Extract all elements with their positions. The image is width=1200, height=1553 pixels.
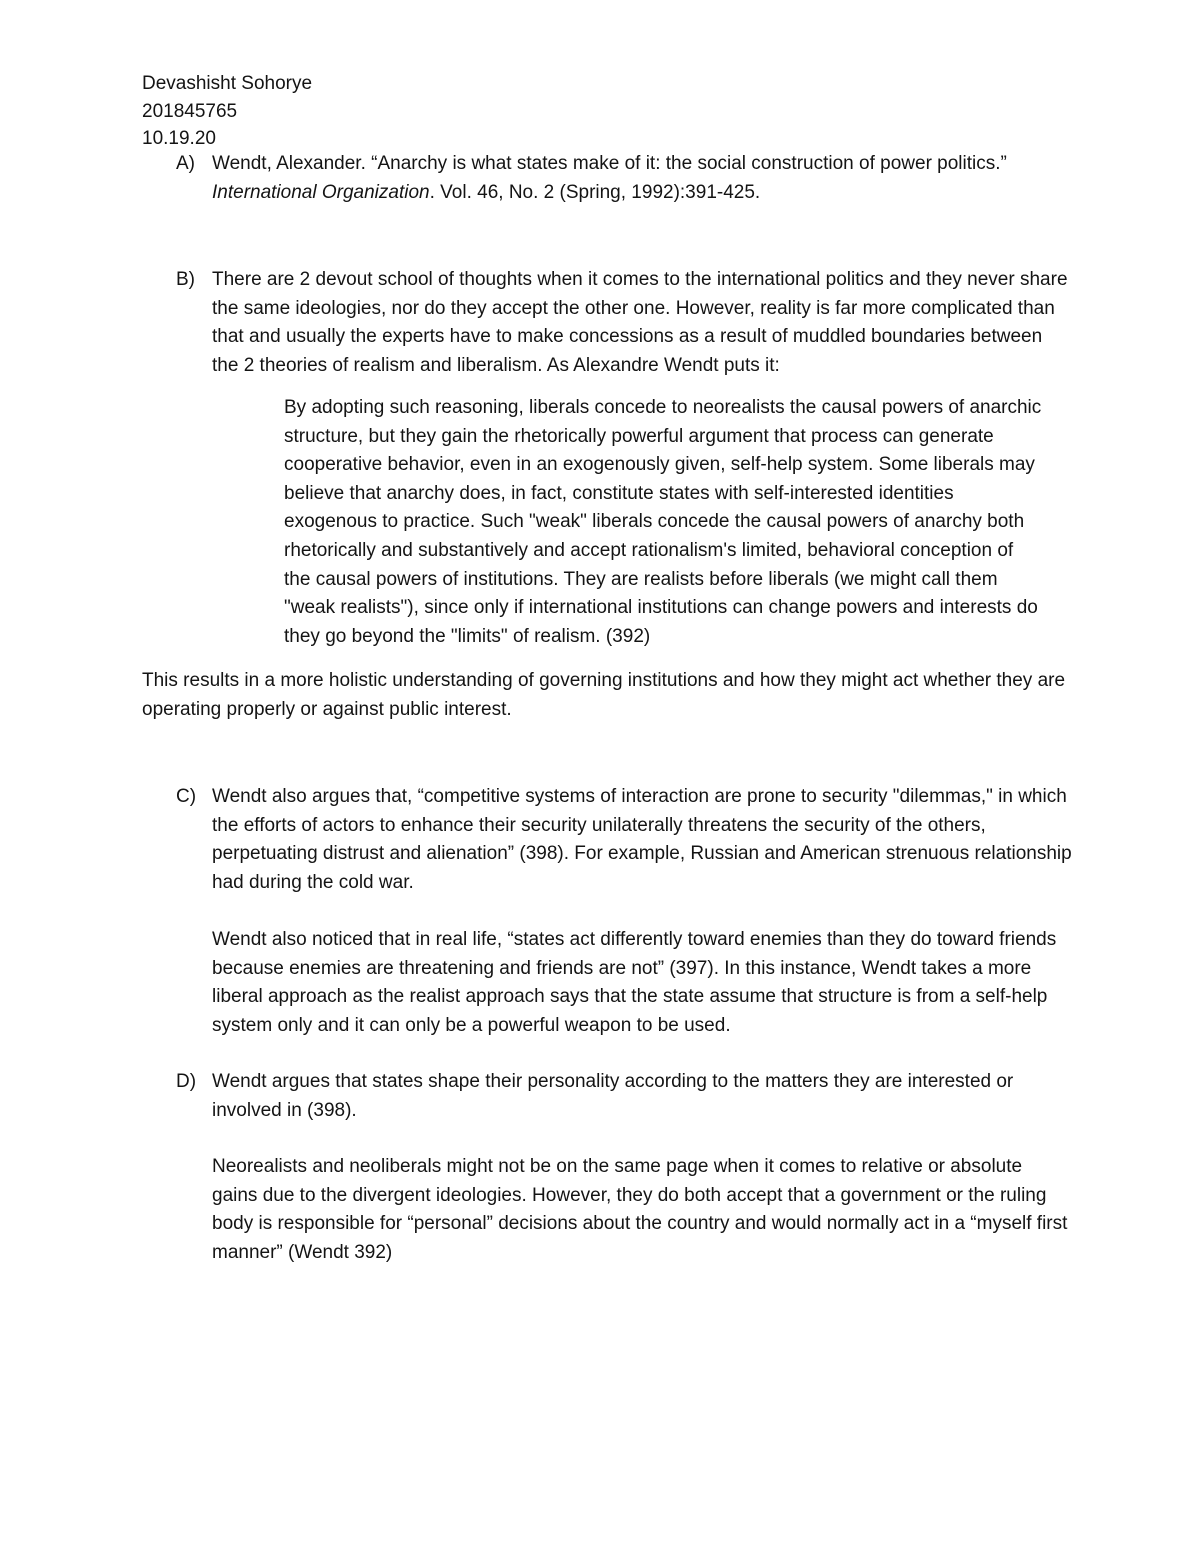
item-b-block-quote: By adopting such reasoning, liberals concede to neorealists the causal powers of anarchic structure, but they gain the rhetorically powerful argument that process can generate cooperative behavior, even in an exogenously given, self-help system. Some liberals may believe that anarchy does, in fact, constitute states with self-interested identities exogenous to practice. Such "weak" liberals concede the causal powers of anarchy both rhetorically and substantively and accept rationalism's limited, behavioral conception of the causal powers of institutions. They are realists before liberals (we might call them "weak realists"), since only if international institutions can change powers and interests do they go beyond the "limits" of realism. (392) xyxy=(284,397,1042,647)
item-c-paragraph-2: Wendt also noticed that in real life, “states act differently toward enemies than they do toward friends because enemies are threatening and friends are not” (397). In this instance, Wendt takes a more liberal approach as the realist approach says that the state assume that structure is from a self-help system only and it can only be a powerful weapon to be used. xyxy=(212,929,1057,1036)
item-d-paragraph-1: Wendt argues that states shape their personality according to the matters they are interested or involved in (398). xyxy=(212,1071,1014,1121)
item-d-marker: D) xyxy=(176,1071,197,1092)
citation-volume: . Vol. 46, No. 2 (Spring, 1992):391-425. xyxy=(429,181,761,203)
item-d-paragraph-2: Neorealists and neoliberals might not be on the same page when it comes to relative or absolute gains due to the divergent ideologies. However, they do both accept that a government or the ruling body is responsible for “personal” decisions about the country and would normally act in a “myself first manner” (Wendt 392) xyxy=(212,1156,1068,1263)
item-b-paragraph: There are 2 devout school of thoughts when it comes to the international politics and they never share the same ideologies, nor do they accept the other one. However, reality is far more complicated than that and usually the experts have to make concessions as a result of muddled boundaries between the 2 theories of realism and liberalism. As Alexandre Wendt puts it: xyxy=(212,269,1068,376)
item-a-citation xyxy=(212,150,1072,207)
student-id: 201845765 xyxy=(142,101,238,122)
item-c-marker: C) xyxy=(176,786,197,807)
item-b-marker: B) xyxy=(176,269,195,290)
citation-journal: International Organization xyxy=(212,181,430,203)
item-c-paragraph-1: Wendt also argues that, “competitive systems of interaction are prone to security "dilemmas," in which the efforts of actors to enhance their security unilaterally threatens the security of the others, perpetuating distrust and alienation” (398). For example, Russian and American strenuous relationship had during the cold war. xyxy=(212,786,1072,893)
item-a-marker: A) xyxy=(176,153,195,174)
citation-author-title: Wendt, Alexander. “Anarchy is what states make of it: the social construction of power politics.” xyxy=(212,153,1007,174)
item-b-follow-up: This results in a more holistic understanding of governing institutions and how they might act whether they are operating properly or against public interest. xyxy=(142,670,1066,720)
author-name: Devashisht Sohorye xyxy=(142,73,313,94)
document-date: 10.19.20 xyxy=(142,128,216,149)
